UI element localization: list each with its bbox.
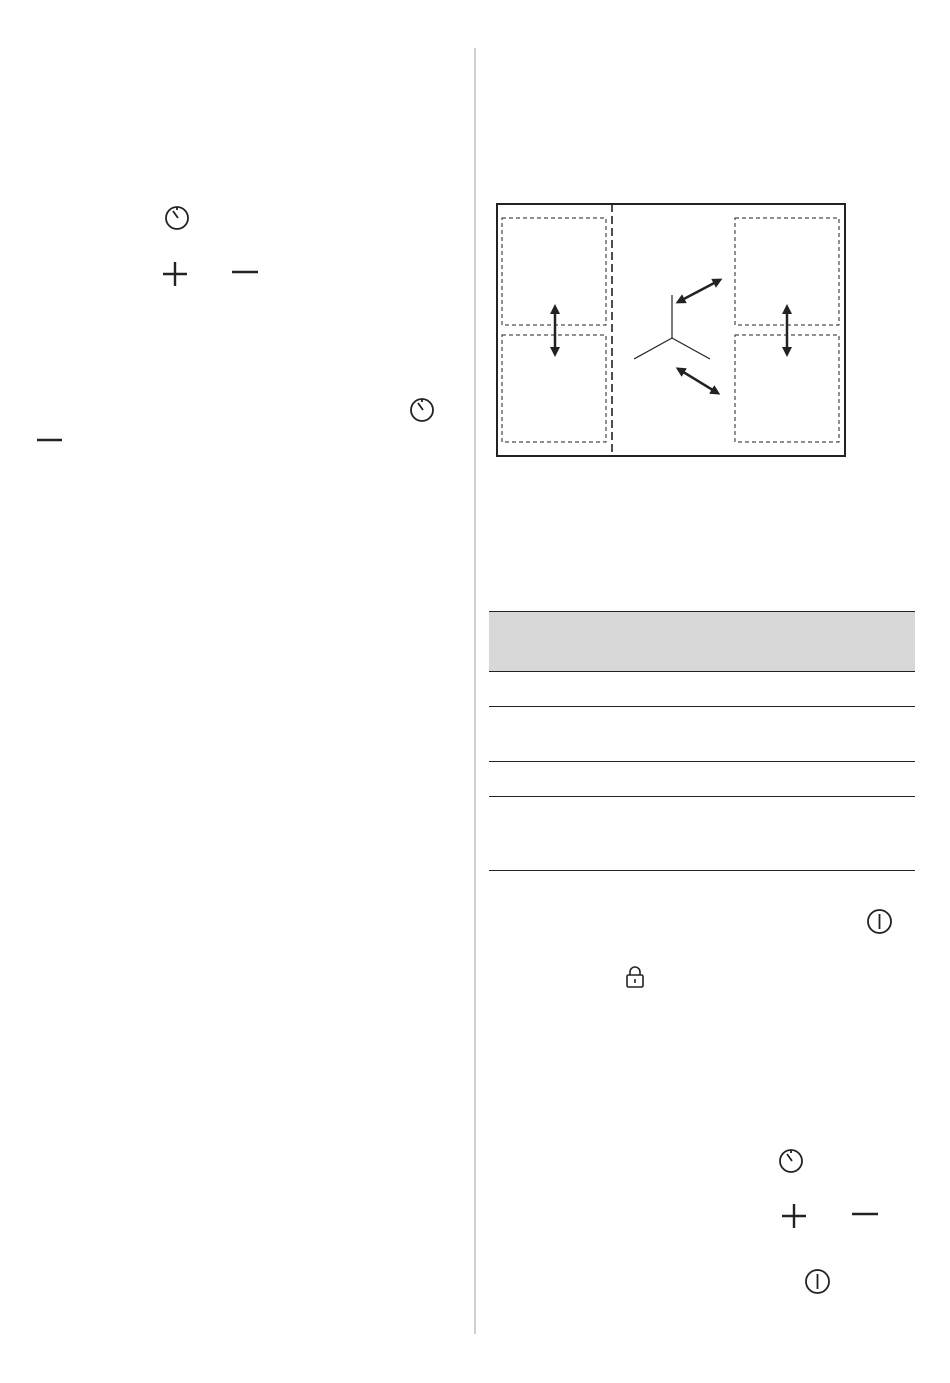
power-icon [804, 1268, 831, 1295]
hob-zone-diagram [496, 203, 848, 464]
table-row [489, 797, 915, 871]
table-header [489, 611, 915, 672]
settings-table [489, 611, 915, 871]
minus-icon [36, 437, 63, 443]
table-row [489, 762, 915, 797]
minus-icon [851, 1211, 879, 1217]
hob-outline [497, 204, 845, 456]
timer-icon [164, 203, 190, 231]
center-upper-diagonal-arrow [680, 281, 718, 301]
pan-symbol [634, 295, 710, 359]
plus-icon [162, 261, 188, 287]
plus-icon [781, 1203, 807, 1229]
lock-icon [625, 965, 645, 989]
zone-top-left [502, 218, 606, 325]
table-row [489, 672, 915, 707]
minus-icon [231, 269, 259, 275]
column-divider [474, 48, 476, 1334]
zone-top-right [735, 218, 839, 325]
table-row [489, 707, 915, 762]
power-icon [866, 908, 893, 935]
timer-icon [778, 1146, 804, 1174]
timer-icon [409, 395, 435, 423]
center-lower-diagonal-arrow [680, 370, 716, 392]
